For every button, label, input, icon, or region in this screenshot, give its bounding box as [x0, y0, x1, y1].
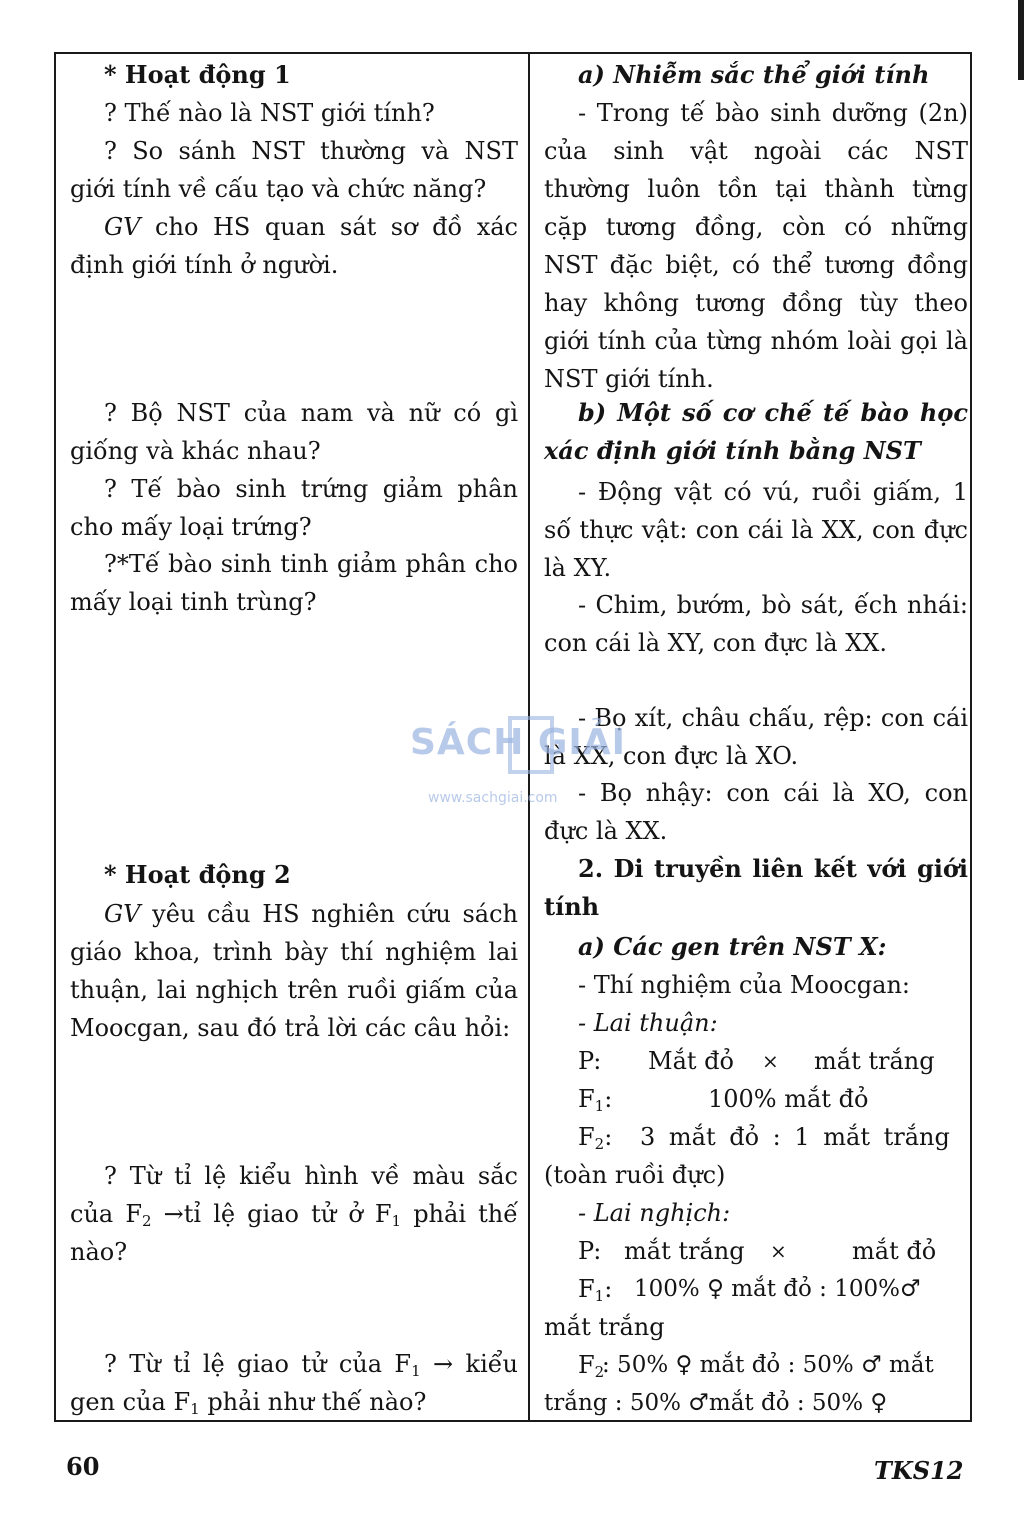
section-b-title: b) Một số cơ chế tế bào học xác định giới tính bằng NST [544, 398, 968, 465]
q7-part-b: → kiểu gen của F [70, 1350, 518, 1416]
paragraph-morgan: - Thí nghiệm của Moocgan: [578, 971, 911, 999]
f-letter: F [578, 1351, 595, 1379]
question-compare-nst: ? So sánh NST thường và NST giới tính về cấu tạo và chức năng? [70, 137, 518, 203]
q7-part-a: ? Từ tỉ lệ giao tử của F [104, 1350, 412, 1378]
q6-part-a: ? Từ tỉ lệ kiểu hình về màu sắc của F [70, 1162, 518, 1228]
cross-reverse-label: - Lai nghịch: [578, 1199, 731, 1227]
reverse-f1-label: $F_1$: [578, 1275, 613, 1305]
paragraph-sex-chromosome: - Trong tế bào sinh dưỡng (2n) của sinh vật ngoài các NST thường luôn tồn tại thành từng cặp tương đồng, còn có những NST đặc biệt, có thể tương đồng hay không tương đồng tùy theo giới tính của từng nhóm loài gọi là NST giới tính. [544, 99, 968, 393]
watermark-logo-icon [508, 716, 554, 774]
q7-sub2: 1 [190, 1400, 200, 1418]
page-edge [1018, 0, 1024, 80]
forward-p-red: Mắt đỏ [648, 1047, 734, 1075]
gv-label: GV [104, 213, 141, 241]
cross-forward-label: - Lai thuận: [578, 1009, 718, 1037]
forward-cross-sign: × [762, 1049, 779, 1073]
activity-2-title: * Hoạt động 2 [104, 860, 291, 889]
forward-p-white: mắt trắng [814, 1047, 935, 1075]
question-sex-chromosome: ? Thế nào là NST giới tính? [104, 99, 435, 127]
f-letter: F [578, 1085, 595, 1113]
watermark-logo: SÁCH GIẢI [410, 722, 627, 763]
watermark-url: www.sachgiai.com [428, 790, 558, 806]
forward-p-label: P: [578, 1047, 602, 1075]
question-sperm-cells: ?*Tế bào sinh tinh giảm phân cho mấy loại tinh trùng? [70, 550, 518, 616]
section-2-title: 2. Di truyền liên kết với giới tính [544, 854, 968, 921]
section-a-title: a) Nhiễm sắc thể giới tính [578, 60, 930, 89]
f-sub: 2 [594, 1135, 605, 1153]
f-letter: F [578, 1275, 595, 1303]
teacher-instruction-2 [70, 895, 518, 1047]
reverse-p-red: mắt đỏ [852, 1237, 937, 1265]
section-a2-title: a) Các gen trên NST X: [578, 932, 887, 961]
q6-sub: 2 [141, 1212, 152, 1230]
q7-sub: 1 [411, 1362, 421, 1380]
book-code: TKS12 [874, 1456, 964, 1485]
question-egg-cells: ? Tế bào sinh trứng giảm phân cho mấy loại trứng? [70, 475, 518, 541]
teacher-instruction-1-text: cho HS quan sát sơ đồ xác định giới tính ở người. [70, 213, 518, 279]
q7-part-c: phải như thế nào? [199, 1388, 427, 1416]
reverse-f1-value: 100% ♀ mắt đỏ : 100%♂ [634, 1276, 921, 1302]
f-sub: 1 [594, 1287, 605, 1305]
teacher-instruction-1 [70, 208, 518, 284]
forward-f1-value: 100% mắt đỏ [708, 1085, 869, 1113]
question-phenotype-ratio [70, 1157, 518, 1271]
reverse-f2-value: : 50% ♀ mắt đỏ : 50% ♂ mắt [602, 1352, 934, 1378]
q6-part-c: phải thế nào? [70, 1200, 518, 1266]
question-genotype-f1 [70, 1345, 518, 1421]
question-male-female: ? Bộ NST của nam và nữ có gì giống và khác nhau? [70, 399, 518, 465]
paragraph-bugs: - Bọ xít, châu chấu, rệp: con cái là XX, con đực là XO. [544, 704, 968, 770]
forward-f1-label: $F_1$: [578, 1085, 613, 1115]
forward-f2-note: (toàn ruồi đực) [544, 1161, 726, 1189]
forward-f2-value: 3 mắt đỏ : 1 mắt trắng [640, 1123, 950, 1151]
forward-f2-label: $F_2$: [578, 1123, 613, 1153]
gv-label: GV [104, 900, 141, 928]
page-number: 60 [66, 1452, 100, 1481]
f-sub: 2 [594, 1363, 605, 1381]
reverse-p-label: P: [578, 1237, 602, 1265]
reverse-f2-label [578, 1346, 604, 1384]
reverse-f1-continued: mắt trắng [544, 1313, 665, 1341]
paragraph-birds: - Chim, bướm, bò sát, ếch nhái: con cái là XY, con đực là XX. [544, 591, 968, 657]
f-letter: F [578, 1123, 595, 1151]
reverse-p-white: mắt trắng [624, 1237, 745, 1265]
paragraph-mammals: - Động vật có vú, ruồi giấm, 1 số thực vật: con cái là XX, con đực là XY. [544, 478, 968, 582]
teacher-instruction-2-text: yêu cầu HS nghiên cứu sách giáo khoa, trình bày thí nghiệm lai thuận, lai nghịch trên ruồi giấm của Moocgan, sau đó trả lời các câu hỏi: [70, 900, 518, 1042]
reverse-cross-sign: × [770, 1239, 787, 1263]
q6-part-b: →tỉ lệ giao tử ở F [151, 1200, 392, 1228]
f-sub: 1 [594, 1097, 605, 1115]
paragraph-moths: - Bọ nhậy: con cái là XO, con đực là XX. [544, 779, 968, 845]
activity-1-title: * Hoạt động 1 [104, 60, 291, 89]
q6-sub2: 1 [391, 1212, 402, 1230]
reverse-f2-continued: trắng : 50% ♂mắt đỏ : 50% ♀ [544, 1390, 888, 1416]
